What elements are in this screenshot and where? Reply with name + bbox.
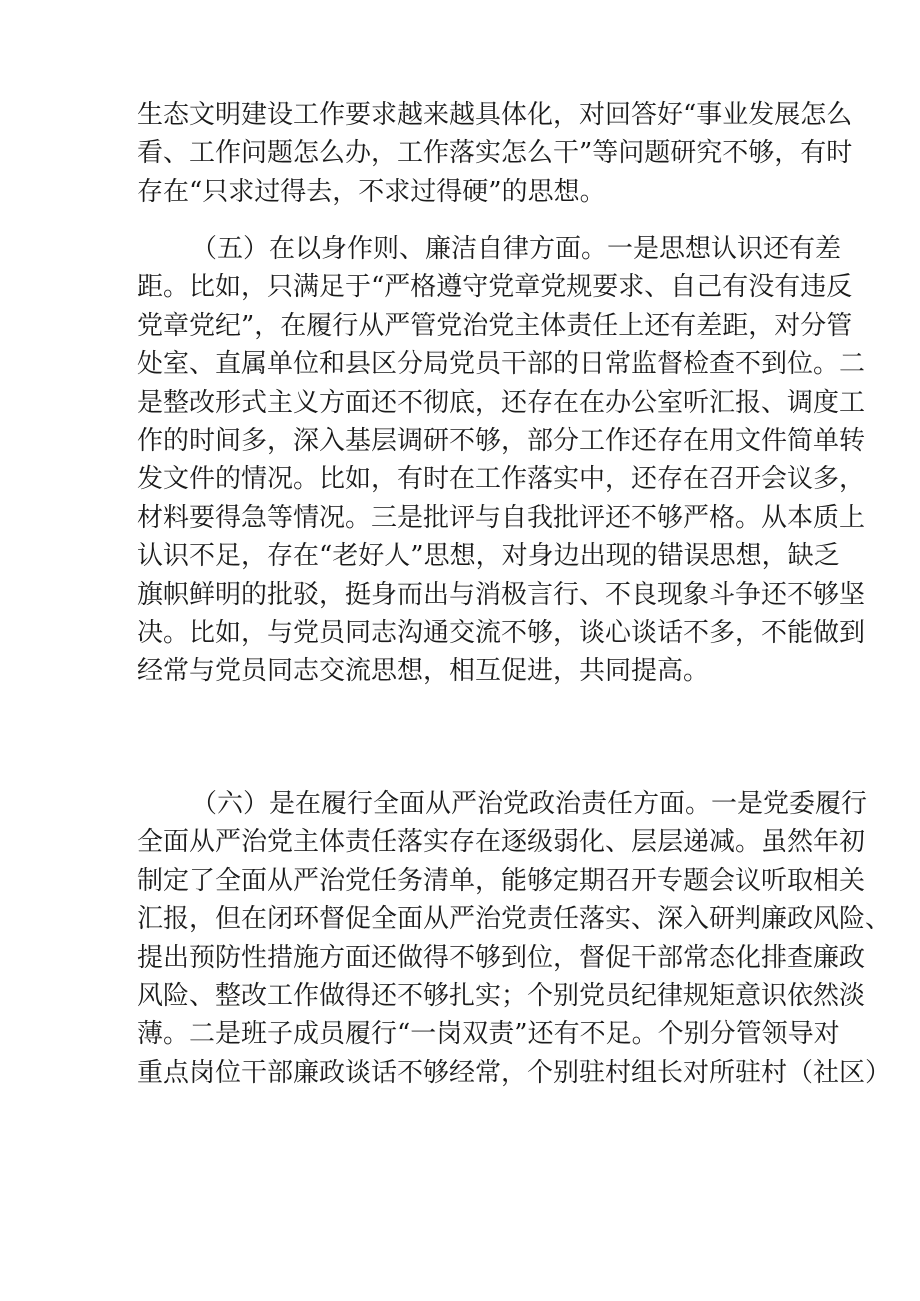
paragraph-line: （五）在以身作则、廉洁自律方面。一是思想认识还有差 xyxy=(191,234,842,264)
paragraph-line: 重点岗位干部廉政谈话不够经常，个别驻村组长对所驻村（社区） xyxy=(137,1057,892,1088)
paragraph-line: 汇报，但在闭环督促全面从严治党责任落实、深入研判廉政风险、 xyxy=(137,904,892,935)
paragraph-line: 存在“只求过得去，不求过得硬”的思想。 xyxy=(137,176,606,207)
paragraph-line: 认识不足，存在“老好人”思想，对身边出现的错误思想，缺乏 xyxy=(137,541,840,572)
paragraph-line: 薄。二是班子成员履行“一岗双责”还有不足。个别分管领导对 xyxy=(137,1019,840,1050)
paragraph-line: 是整改形式主义方面还不彻底，还存在在办公室听汇报、调度工 xyxy=(137,387,866,418)
paragraph-line: （六）是在履行全面从严治党政治责任方面。一是党委履行 xyxy=(191,789,868,819)
paragraph-line: 生态文明建设工作要求越来越具体化，对回答好“事业发展怎么 xyxy=(137,100,853,130)
paragraph-line: 处室、直属单位和县区分局党员干部的日常监督检查不到位。二 xyxy=(137,349,866,380)
paragraph-intro xyxy=(137,96,853,211)
paragraph-line: 发文件的情况。比如，有时在工作落实中，还存在召开会议多， xyxy=(137,464,866,495)
paragraph-line: 旗帜鲜明的批驳，挺身而出与消极言行、不良现象斗争还不够坚 xyxy=(137,579,866,610)
paragraph-section-six xyxy=(137,785,892,1092)
paragraph-line: 全面从严治党主体责任落实存在逐级弱化、层层递减。虽然年初 xyxy=(137,827,866,858)
paragraph-line: 材料要得急等情况。三是批评与自我批评还不够严格。从本质上 xyxy=(137,502,866,533)
paragraph-line: 决。比如，与党员同志沟通交流不够，谈心谈话不多，不能做到 xyxy=(137,617,866,648)
paragraph-line: 党章党纪”，在履行从严管党治党主体责任上还有差距，对分管 xyxy=(137,310,853,341)
paragraph-line: 距。比如，只满足于“严格遵守党章党规要求、自己有没有违反 xyxy=(137,272,853,303)
paragraph-line: 作的时间多，深入基层调研不够，部分工作还存在用文件简单转 xyxy=(137,425,866,456)
paragraph-section-five xyxy=(137,230,866,691)
paragraph-line: 风险、整改工作做得还不够扎实；个别党员纪律规矩意识依然淡 xyxy=(137,980,866,1011)
paragraph-line: 制定了全面从严治党任务清单，能够定期召开专题会议听取相关 xyxy=(137,865,866,896)
paragraph-line: 看、工作问题怎么办，工作落实怎么干”等问题研究不够，有时 xyxy=(137,138,853,169)
paragraph-line: 提出预防性措施方面还做得不够到位，督促干部常态化排查廉政 xyxy=(137,942,866,973)
paragraph-line: 经常与党员同志交流思想，相互促进，共同提高。 xyxy=(137,656,710,687)
